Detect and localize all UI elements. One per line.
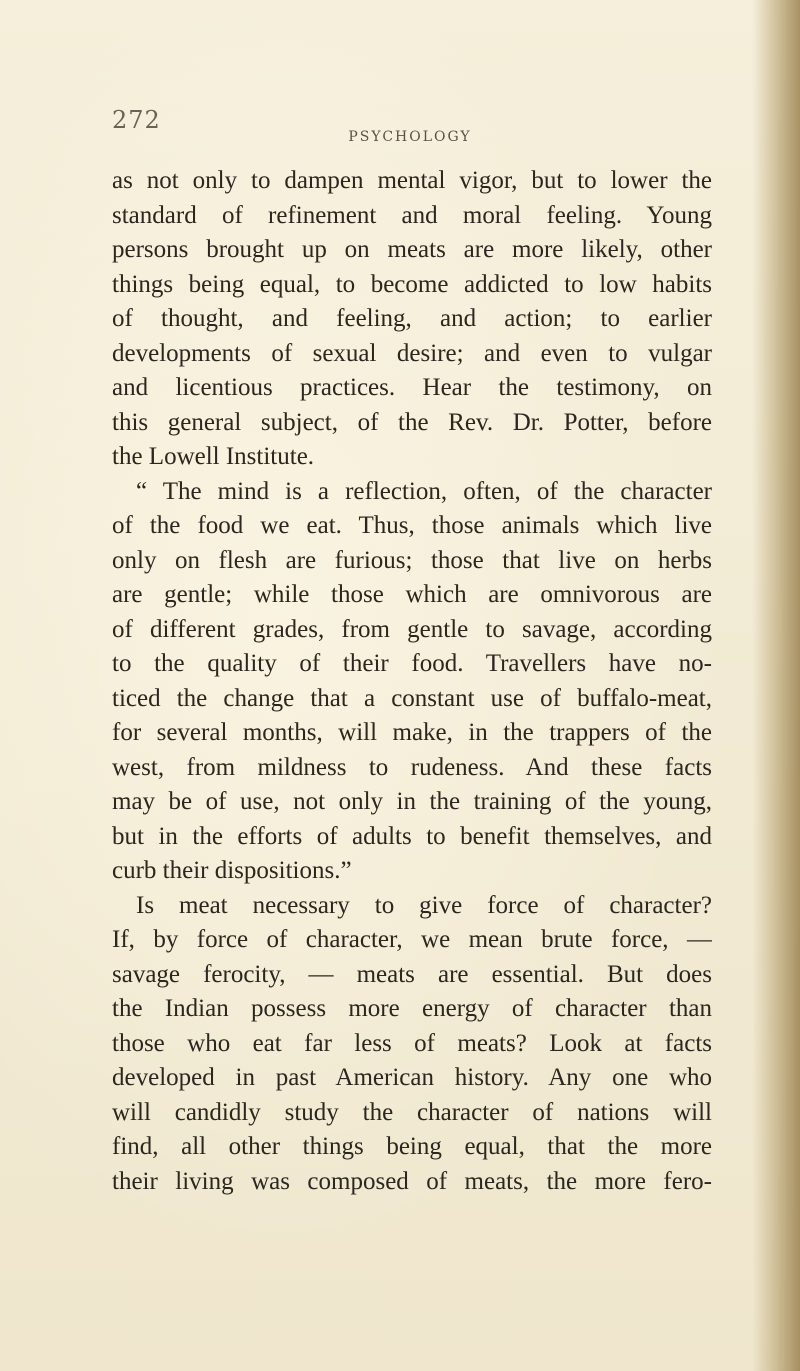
page-number: 272 — [112, 106, 161, 134]
text-line: those who eat far less of meats? Look at facts — [112, 1029, 712, 1057]
text-line: will candidly study the character of nations will — [112, 1098, 712, 1126]
text-line: of thought, and feeling, and action; to earlier — [112, 305, 712, 332]
text-line: only on flesh are furious; those that live on herbs — [112, 546, 712, 574]
text-line: for several months, will make, in the trappers of the — [112, 719, 712, 746]
page-gutter-shadow — [752, 0, 800, 1371]
text-line: If, by force of character, we mean brute force, — — [112, 926, 712, 953]
text-line: this general subject, of the Rev. Dr. Potter, before — [112, 408, 712, 436]
text-line: the Indian possess more energy of character than — [112, 995, 712, 1022]
text-line: but in the efforts of adults to benefit themselves, and — [112, 822, 712, 850]
text-line: and licentious practices. Hear the testimony, on — [112, 374, 712, 401]
text-line: of the food we eat. Thus, those animals which live — [112, 512, 712, 539]
text-line: the Lowell Institute. — [112, 443, 315, 470]
text-line: of different grades, from gentle to savage, according — [112, 615, 712, 643]
text-line: “ The mind is a reflection, often, of the character — [136, 477, 712, 505]
text-line: are gentle; while those which are omnivorous are — [112, 581, 712, 608]
text-line: ticed the change that a constant use of buffalo-meat, — [112, 684, 712, 712]
text-line: savage ferocity, — meats are essential. But does — [112, 960, 712, 988]
text-line: persons brought up on meats are more likely, other — [112, 236, 712, 263]
body-text — [112, 164, 712, 1199]
text-line: standard of refinement and moral feeling. Young — [112, 201, 712, 229]
text-line: to the quality of their food. Travellers have no- — [112, 650, 712, 677]
text-line: west, from mildness to rudeness. And these facts — [112, 753, 712, 781]
text-line: may be of use, not only in the training of the young, — [112, 788, 712, 815]
text-line: as not only to dampen mental vigor, but to lower the — [112, 167, 712, 194]
text-line: things being equal, to become addicted to low habits — [112, 270, 712, 298]
text-line: find, all other things being equal, that the more — [112, 1133, 712, 1160]
text-line: Is meat necessary to give force of character? — [136, 891, 712, 919]
text-line: developments of sexual desire; and even to vulgar — [112, 339, 712, 367]
text-line: developed in past American history. Any one who — [112, 1064, 712, 1091]
text-line: curb their dispositions.” — [112, 857, 352, 884]
text-line: their living was composed of meats, the more fero- — [112, 1167, 712, 1195]
running-head: PSYCHOLOGY — [348, 129, 472, 145]
